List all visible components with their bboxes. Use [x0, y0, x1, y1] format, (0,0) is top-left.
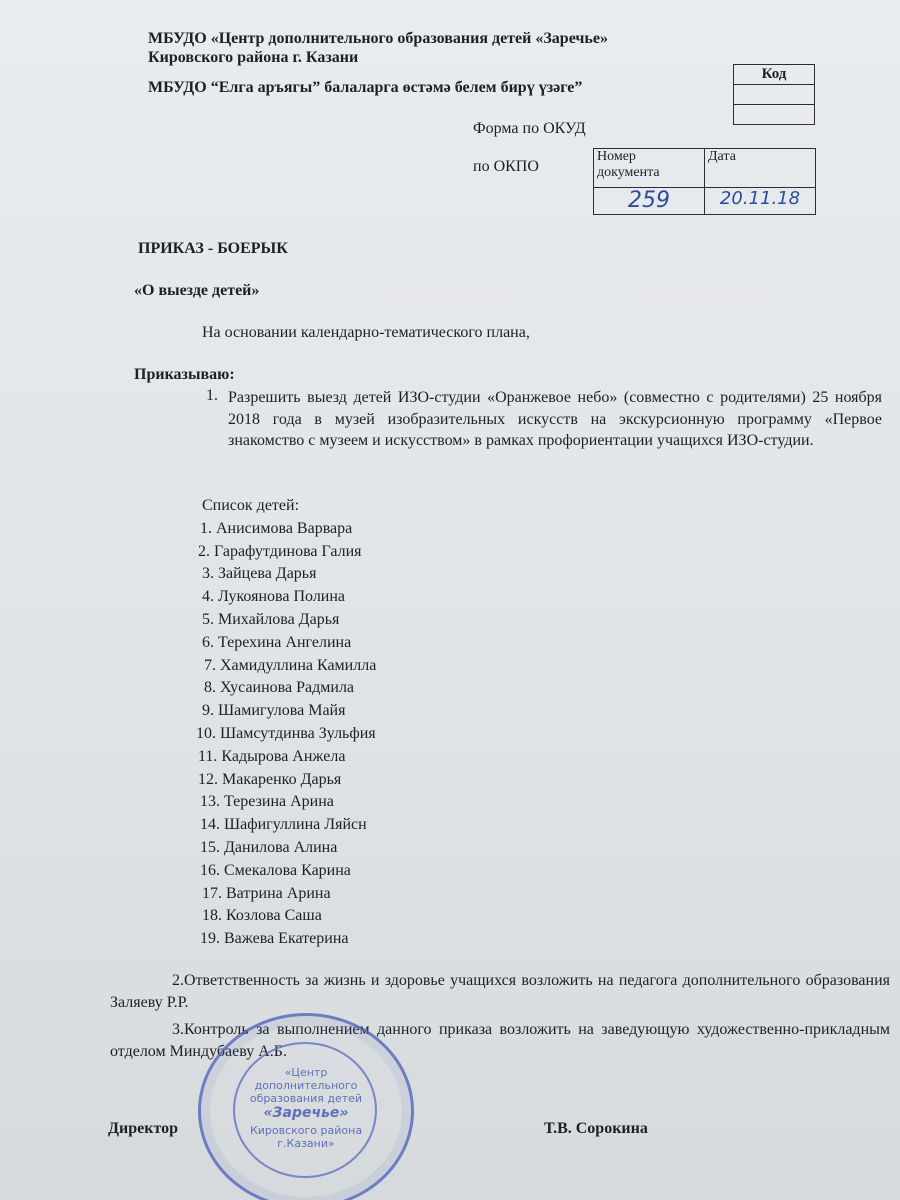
- item1-text: Разрешить выезд детей ИЗО-студии «Оранжевое небо» (совместно с родителями) 25 ноября 2018 года в музей изобразительных искусств на экскурсионную программу «Первое знакомство с музеем и искусством» в рамках профориентации учащихся ИЗО-студии.: [228, 389, 882, 449]
- doc-subject: «О выезде детей»: [134, 282, 260, 299]
- stamp-text-2: дополнительного: [254, 1079, 358, 1092]
- doc-date-value: 20.11.18: [705, 188, 816, 215]
- child-list-item: 3. Зайцева Дарья: [202, 565, 317, 583]
- child-list-item: 6. Терехина Ангелина: [202, 633, 352, 651]
- child-list-item: 13. Терезина Арина: [200, 793, 334, 811]
- item1-number: 1.: [206, 387, 218, 404]
- stamp-text-4: «Заречье»: [263, 1105, 349, 1121]
- children-list: [196, 495, 376, 951]
- doc-title: ПРИКАЗ - БОЕРЫК: [138, 240, 288, 257]
- stamp-text-3: образования детей: [249, 1092, 363, 1105]
- child-list-item: 17. Ватрина Арина: [202, 884, 331, 902]
- child-list-item: 5. Михайлова Дарья: [202, 610, 340, 628]
- child-list-item: 12. Макаренко Дарья: [198, 770, 342, 788]
- signature-role: Директор: [108, 1120, 178, 1137]
- child-list-item: 14. Шафигуллина Ляйсн: [200, 816, 367, 834]
- code-header: Код: [734, 65, 815, 85]
- child-list-item: 9. Шамигулова Майя: [202, 702, 346, 720]
- child-list-item: 19. Важева Екатерина: [200, 930, 349, 948]
- basis-text: На основании календарно-тематического плана,: [202, 324, 530, 341]
- code-table: [733, 64, 815, 125]
- signature-name: Т.В. Сорокина: [544, 1120, 648, 1137]
- okud-label: Форма по ОКУД: [473, 120, 586, 137]
- children-heading: Список детей:: [202, 497, 300, 514]
- child-list-item: 7. Хамидуллина Камилла: [204, 656, 377, 674]
- stamp-text-5: Кировского района: [249, 1124, 363, 1137]
- code-okpo-cell: [734, 105, 815, 125]
- child-list-item: 11. Кадырова Анжела: [198, 747, 346, 765]
- official-stamp: [198, 1013, 414, 1200]
- org-name-line1: МБУДО «Центр дополнительного образования детей «Заречье»: [148, 30, 608, 47]
- item3-text: 3.Контроль за выполнением данного приказа возложить на заведующую художественно-прикладным отделом Миндубаеву А.Б.: [110, 1021, 890, 1060]
- child-list-item: 15. Данилова Алина: [200, 838, 338, 856]
- child-list-item: 16. Смекалова Карина: [200, 861, 351, 879]
- child-list-item: 10. Шамсутдинва Зульфия: [196, 724, 376, 742]
- stamp-text-6: г.Казани»: [277, 1137, 335, 1150]
- org-name-tatar: МБУДО “Елга аръягы” балаларга өстәмә белем бирү үзәге”: [148, 79, 583, 96]
- org-name-line2: Кировского района г. Казани: [148, 49, 359, 66]
- doc-date-header: Дата: [705, 149, 816, 188]
- child-list-item: 2. Гарафутдинова Галия: [198, 542, 362, 560]
- doc-number-header: Номер документа: [594, 149, 705, 188]
- code-okud-cell: [734, 85, 815, 105]
- doc-number-table: [593, 148, 816, 215]
- stamp-text-1: «Центр: [284, 1066, 328, 1079]
- item2-text: 2.Ответственность за жизнь и здоровье учащихся возложить на педагога дополнительного образования Заляеву Р.Р.: [110, 972, 890, 1011]
- child-list-item: 8. Хусаинова Радмила: [204, 679, 355, 697]
- okpo-label: по ОКПО: [473, 158, 539, 175]
- child-list-item: 1. Анисимова Варвара: [200, 519, 353, 537]
- order-heading: Приказываю:: [134, 366, 235, 383]
- child-list-item: 18. Козлова Саша: [202, 907, 322, 925]
- child-list-item: 4. Лукоянова Полина: [202, 588, 346, 606]
- doc-number-value: 259: [594, 188, 705, 215]
